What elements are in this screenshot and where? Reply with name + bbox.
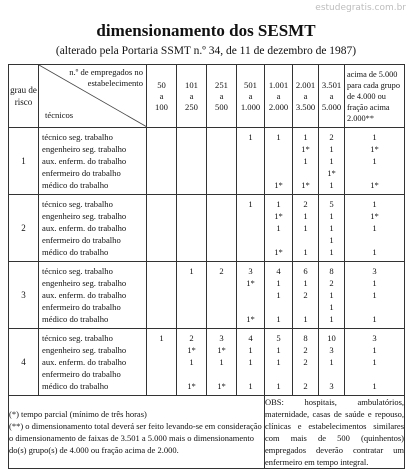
range-header: 101 a 250 [177, 65, 207, 128]
staff-count: 1 [219, 357, 224, 367]
staff-count: 1 [329, 156, 334, 166]
staff-count: 1* [187, 381, 196, 391]
staff-count-cell [207, 329, 237, 396]
staff-count-cell [177, 329, 207, 396]
staff-count: 1 [372, 223, 377, 233]
role-label: engenheiro seg. trabalho [42, 144, 127, 154]
staff-count: 1 [276, 278, 281, 288]
site-watermark: estudegratis.com.br [315, 3, 406, 13]
risk-group-row [9, 329, 405, 396]
range-header: 3.501 a 5.000 [319, 65, 345, 128]
staff-count-cell [319, 329, 345, 396]
role-label: médico do trabalho [42, 247, 109, 257]
staff-count: 5 [276, 333, 281, 343]
staff-count: 1 [189, 357, 194, 367]
staff-count [237, 301, 264, 313]
staff-count: 1 [372, 357, 377, 367]
risk-grade: 2 [9, 195, 39, 262]
staff-count: 1 [189, 266, 194, 276]
staff-count: 1 [329, 223, 334, 233]
staff-count [147, 356, 176, 368]
role-label: médico do trabalho [42, 314, 109, 324]
staff-count [177, 198, 206, 210]
staff-count [207, 289, 236, 301]
staff-count: 4 [248, 333, 253, 343]
staff-count [237, 289, 264, 301]
staff-count [237, 210, 264, 222]
staff-count: 1 [276, 314, 281, 324]
staff-count: 1 [303, 156, 308, 166]
staff-count [265, 143, 292, 155]
staff-count: 2 [303, 290, 308, 300]
staff-count [237, 368, 264, 380]
staff-count: 1* [246, 278, 255, 288]
staff-count: 1 [372, 381, 377, 391]
staff-count-cell [177, 195, 207, 262]
range-header: 2.001 a 3.500 [293, 65, 319, 128]
staff-count [237, 246, 264, 258]
staff-count-cell [265, 262, 293, 329]
staff-count [177, 167, 206, 179]
staff-count: 2 [303, 381, 308, 391]
role-label: engenheiro seg. trabalho [42, 211, 127, 221]
staff-count [207, 143, 236, 155]
staff-count: 1 [303, 314, 308, 324]
staff-count [147, 222, 176, 234]
staff-count-cell [293, 329, 319, 396]
staff-count-cell [237, 329, 265, 396]
footnote: (*) tempo parcial (mínimo de três horas) [9, 409, 147, 419]
risk-group-row [9, 195, 405, 262]
staff-count: 1* [370, 180, 379, 190]
staff-count: 10 [327, 333, 336, 343]
staff-count [345, 234, 404, 246]
staff-count: 3 [329, 381, 334, 391]
staff-count: 3 [372, 333, 377, 343]
staff-count: 2 [219, 266, 224, 276]
staff-count: 2 [189, 333, 194, 343]
role-label: engenheiro seg. trabalho [42, 278, 127, 288]
staff-count [207, 155, 236, 167]
role-label: técnico seg. trabalho [42, 266, 113, 276]
staff-count-cell [345, 262, 405, 329]
staff-count [207, 131, 236, 143]
staff-count: 1 [372, 314, 377, 324]
sesmt-table [8, 64, 405, 469]
staff-count: 1 [276, 132, 281, 142]
staff-count [147, 210, 176, 222]
role-label: aux. enferm. do trabalho [42, 223, 127, 233]
staff-count-cell [293, 262, 319, 329]
staff-count: 1 [248, 132, 253, 142]
staff-count [147, 344, 176, 356]
staff-count: 1 [372, 345, 377, 355]
staff-count: 1* [301, 144, 310, 154]
role-label: enfermeiro do trabalho [42, 302, 121, 312]
staff-count: 1* [370, 144, 379, 154]
staff-count-cell [345, 128, 405, 195]
staff-count [237, 167, 264, 179]
staff-count [177, 210, 206, 222]
staff-count [147, 179, 176, 191]
staff-count [237, 143, 264, 155]
employees-header [39, 65, 147, 128]
staff-count-cell [207, 128, 237, 195]
staff-count [147, 301, 176, 313]
staff-count: 3 [248, 266, 253, 276]
role-label: médico do trabalho [42, 381, 109, 391]
staff-count: 1* [370, 211, 379, 221]
staff-count: 2 [329, 278, 334, 288]
staff-count: 1 [276, 357, 281, 367]
role-label: aux. enferm. do trabalho [42, 156, 127, 166]
staff-count [265, 301, 292, 313]
staff-count: 5 [329, 199, 334, 209]
staff-count: 1 [276, 290, 281, 300]
staff-count [177, 246, 206, 258]
staff-count [207, 234, 236, 246]
staff-count: 1 [372, 199, 377, 209]
role-label: técnico seg. trabalho [42, 132, 113, 142]
footnote: (**) o dimensionamento total deverá ser feito levando-se em consideração o dimensionamento de faixas de 3.501 a 5.000 mais o dimensionamento do(s) grupo(s) de 4.000 ou fração acima de 2.000. [9, 421, 262, 455]
staff-count [237, 155, 264, 167]
risk-grade: 4 [9, 329, 39, 396]
staff-count: 3 [372, 266, 377, 276]
staff-count: 8 [329, 266, 334, 276]
staff-count: 1* [187, 345, 196, 355]
staff-count-cell [177, 262, 207, 329]
role-label: médico do trabalho [42, 180, 109, 190]
staff-count: 1 [329, 144, 334, 154]
staff-count: 1* [274, 211, 283, 221]
notes-row [9, 396, 405, 469]
staff-count: 1* [217, 381, 226, 391]
staff-count: 1 [329, 314, 334, 324]
staff-count: 1 [248, 381, 253, 391]
role-label: técnico seg. trabalho [42, 199, 113, 209]
employees-label: n.º de empregados no estabelecimento [69, 67, 143, 88]
staff-count [207, 277, 236, 289]
staff-count [177, 131, 206, 143]
staff-count-cell [147, 195, 177, 262]
staff-count: 1* [327, 168, 336, 178]
staff-count [177, 155, 206, 167]
staff-count [345, 301, 404, 313]
staff-count [207, 313, 236, 325]
staff-count [147, 265, 176, 277]
staff-count: 1 [329, 290, 334, 300]
staff-count: 1* [301, 180, 310, 190]
role-label: engenheiro seg. trabalho [42, 345, 127, 355]
above-5000-header: acima de 5.000 para cada grupo de 4.000 ou fração acima 2.000** [345, 65, 405, 128]
range-header: 1.001 a 2.000 [265, 65, 293, 128]
staff-count [265, 368, 292, 380]
staff-count [345, 368, 404, 380]
staff-count-cell [293, 128, 319, 195]
staff-count-cell [237, 195, 265, 262]
staff-count [177, 289, 206, 301]
staff-count: 1 [276, 199, 281, 209]
staff-count: 1 [329, 180, 334, 190]
staff-count: 6 [303, 266, 308, 276]
risk-grade: 1 [9, 128, 39, 195]
staff-count: 2 [303, 199, 308, 209]
staff-count [319, 368, 344, 380]
staff-count-cell [237, 128, 265, 195]
staff-count [207, 167, 236, 179]
staff-count: 1 [329, 302, 334, 312]
staff-count: 1 [372, 290, 377, 300]
staff-count [293, 234, 318, 246]
staff-count [293, 301, 318, 313]
staff-count: 1 [159, 333, 164, 343]
staff-count [207, 222, 236, 234]
staff-count: 1 [303, 247, 308, 257]
staff-count-cell [147, 128, 177, 195]
staff-count [237, 179, 264, 191]
risk-grade: 3 [9, 262, 39, 329]
staff-count: 1 [248, 345, 253, 355]
staff-count-cell [147, 262, 177, 329]
staff-count-cell [207, 195, 237, 262]
staff-count [177, 143, 206, 155]
staff-count: 1 [372, 132, 377, 142]
staff-count [177, 234, 206, 246]
staff-count-cell [147, 329, 177, 396]
staff-count: 1* [274, 247, 283, 257]
footnotes [9, 396, 265, 469]
staff-count [207, 179, 236, 191]
staff-count [147, 198, 176, 210]
staff-count: 1 [303, 132, 308, 142]
staff-count [147, 143, 176, 155]
role-label: técnico seg. trabalho [42, 333, 113, 343]
staff-count-cell [319, 262, 345, 329]
role-labels [39, 262, 147, 329]
staff-count-cell [177, 128, 207, 195]
staff-count [147, 131, 176, 143]
staff-count: 1 [372, 278, 377, 288]
staff-count: 1 [329, 211, 334, 221]
staff-count: 1 [372, 247, 377, 257]
staff-count [147, 246, 176, 258]
staff-count-cell [319, 128, 345, 195]
staff-count-cell [207, 262, 237, 329]
staff-count-cell [319, 195, 345, 262]
risk-group-row [9, 262, 405, 329]
staff-count [265, 234, 292, 246]
staff-count: 4 [276, 266, 281, 276]
staff-count [177, 301, 206, 313]
staff-count [237, 234, 264, 246]
role-labels [39, 128, 147, 195]
page-title: dimensionamento dos SESMT [96, 21, 316, 40]
range-header: 501 a 1.000 [237, 65, 265, 128]
role-labels [39, 195, 147, 262]
staff-count [147, 167, 176, 179]
staff-count: 2 [303, 345, 308, 355]
staff-count: 1 [248, 199, 253, 209]
staff-count: 1* [217, 345, 226, 355]
staff-count: 3 [219, 333, 224, 343]
header-row [9, 65, 405, 128]
staff-count: 1 [329, 247, 334, 257]
staff-count: 1 [329, 357, 334, 367]
staff-count [147, 155, 176, 167]
staff-count [147, 380, 176, 392]
staff-count-cell [265, 128, 293, 195]
staff-count: 2 [303, 357, 308, 367]
role-label: enfermeiro do trabalho [42, 168, 121, 178]
staff-count: 3 [329, 345, 334, 355]
staff-count [345, 167, 404, 179]
staff-count: 1 [329, 235, 334, 245]
staff-count [147, 277, 176, 289]
staff-count: 8 [303, 333, 308, 343]
staff-count-cell [293, 195, 319, 262]
staff-count [147, 289, 176, 301]
staff-count [207, 368, 236, 380]
staff-count [265, 155, 292, 167]
page-subtitle: (alterado pela Portaria SSMT n.º 34, de 11 de dezembro de 1987) [55, 45, 357, 57]
staff-count [177, 222, 206, 234]
staff-count: 1 [303, 211, 308, 221]
grau-header: grau de risco [9, 65, 39, 128]
staff-count [207, 210, 236, 222]
staff-count: 1* [246, 314, 255, 324]
role-label: enfermeiro do trabalho [42, 235, 121, 245]
staff-count: 1 [303, 223, 308, 233]
observation-note: OBS: hospitais, ambulatórios, maternidade, casas de saúde e repouso, clínicas e estabelecimentos similares com mais de 500 (quinhentos) empregados deverão contratar um enfermeiro em tempo integral. [265, 397, 404, 467]
staff-count [147, 313, 176, 325]
staff-count [293, 368, 318, 380]
staff-count-cell [237, 262, 265, 329]
staff-count: 1 [276, 345, 281, 355]
staff-count [207, 198, 236, 210]
role-label: enfermeiro do trabalho [42, 369, 121, 379]
role-label: aux. enferm. do trabalho [42, 357, 127, 367]
staff-count-cell [265, 329, 293, 396]
staff-count [265, 167, 292, 179]
role-label: aux. enferm. do trabalho [42, 290, 127, 300]
staff-count [293, 167, 318, 179]
staff-count-cell [265, 195, 293, 262]
range-header: 50 a 100 [147, 65, 177, 128]
staff-count [177, 313, 206, 325]
staff-count [177, 179, 206, 191]
staff-count [207, 301, 236, 313]
staff-count: 1 [276, 381, 281, 391]
staff-count [177, 277, 206, 289]
staff-count [147, 368, 176, 380]
staff-count: 1 [276, 223, 281, 233]
staff-count-cell [345, 195, 405, 262]
staff-count: 1 [372, 156, 377, 166]
role-labels [39, 329, 147, 396]
staff-count: 1* [274, 180, 283, 190]
staff-count [147, 234, 176, 246]
staff-count: 2 [329, 132, 334, 142]
risk-group-row [9, 128, 405, 195]
staff-count-cell [345, 329, 405, 396]
range-header: 251 a 500 [207, 65, 237, 128]
staff-count [177, 368, 206, 380]
staff-count [207, 246, 236, 258]
staff-count: 1 [248, 357, 253, 367]
staff-count [237, 222, 264, 234]
technicians-label: técnicos [45, 110, 74, 120]
staff-count: 1 [303, 278, 308, 288]
